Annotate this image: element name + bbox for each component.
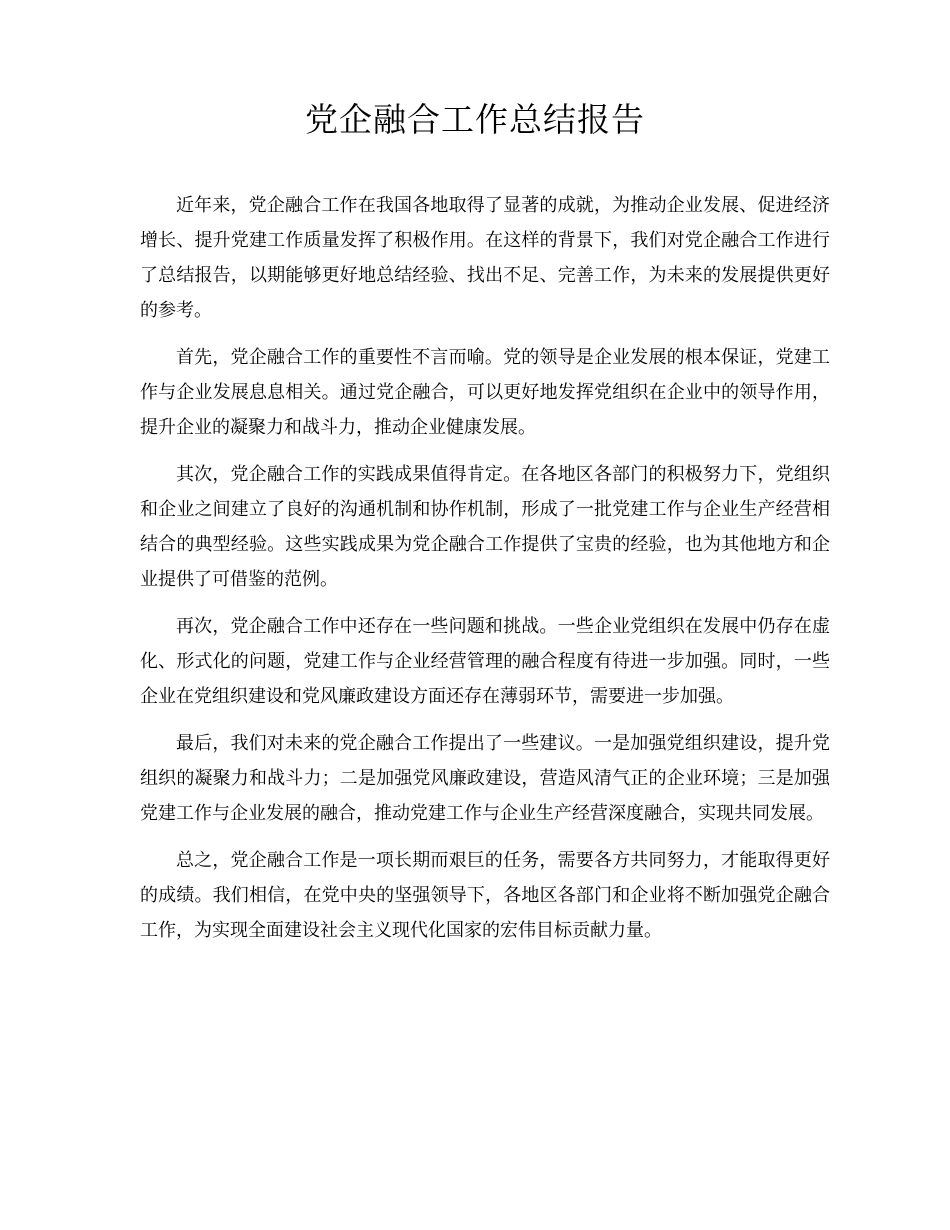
paragraph-conclusion: 总之，党企融合工作是一项长期而艰巨的任务，需要各方共同努力，才能取得更好的成绩。我们相信，在党中央的坚强领导下，各地区各部门和企业将不断加强党企融合工作，为实现全面建设社会主义现代化国家的宏伟目标贡献力量。 — [140, 850, 830, 941]
paragraph-suggestions: 最后，我们对未来的党企融合工作提出了一些建议。一是加强党组织建设，提升党组织的凝聚力和战斗力；二是加强党风廉政建设，营造风清气正的企业环境；三是加强党建工作与企业发展的融合，推动党建工作与企业生产经营深度融合，实现共同发展。 — [140, 733, 830, 824]
paragraph-importance: 首先，党企融合工作的重要性不言而喻。党的领导是企业发展的根本保证，党建工作与企业发展息息相关。通过党企融合，可以更好地发挥党组织在企业中的领导作用，提升企业的凝聚力和战斗力，推动企业健康发展。 — [140, 347, 830, 438]
document-title: 党企融合工作总结报告 — [305, 100, 645, 139]
paragraph-achievements: 其次，党企融合工作的实践成果值得肯定。在各地区各部门的积极努力下，党组织和企业之间建立了良好的沟通机制和协作机制，形成了一批党建工作与企业生产经营相结合的典型经验。这些实践成果为党企融合工作提供了宝贵的经验，也为其他地方和企业提供了可借鉴的范例。 — [140, 464, 830, 590]
paragraph-problems: 再次，党企融合工作中还存在一些问题和挑战。一些企业党组织在发展中仍存在虚化、形式化的问题，党建工作与企业经营管理的融合程度有待进一步加强。同时，一些企业在党组织建设和党风廉政建设方面还存在薄弱环节，需要进一步加强。 — [140, 616, 830, 707]
document-body — [140, 188, 830, 960]
paragraph-intro: 近年来，党企融合工作在我国各地取得了显著的成就，为推动企业发展、促进经济增长、提升党建工作质量发挥了积极作用。在这样的背景下，我们对党企融合工作进行了总结报告，以期能够更好地总结经验、找出不足、完善工作，为未来的发展提供更好的参考。 — [140, 195, 830, 321]
